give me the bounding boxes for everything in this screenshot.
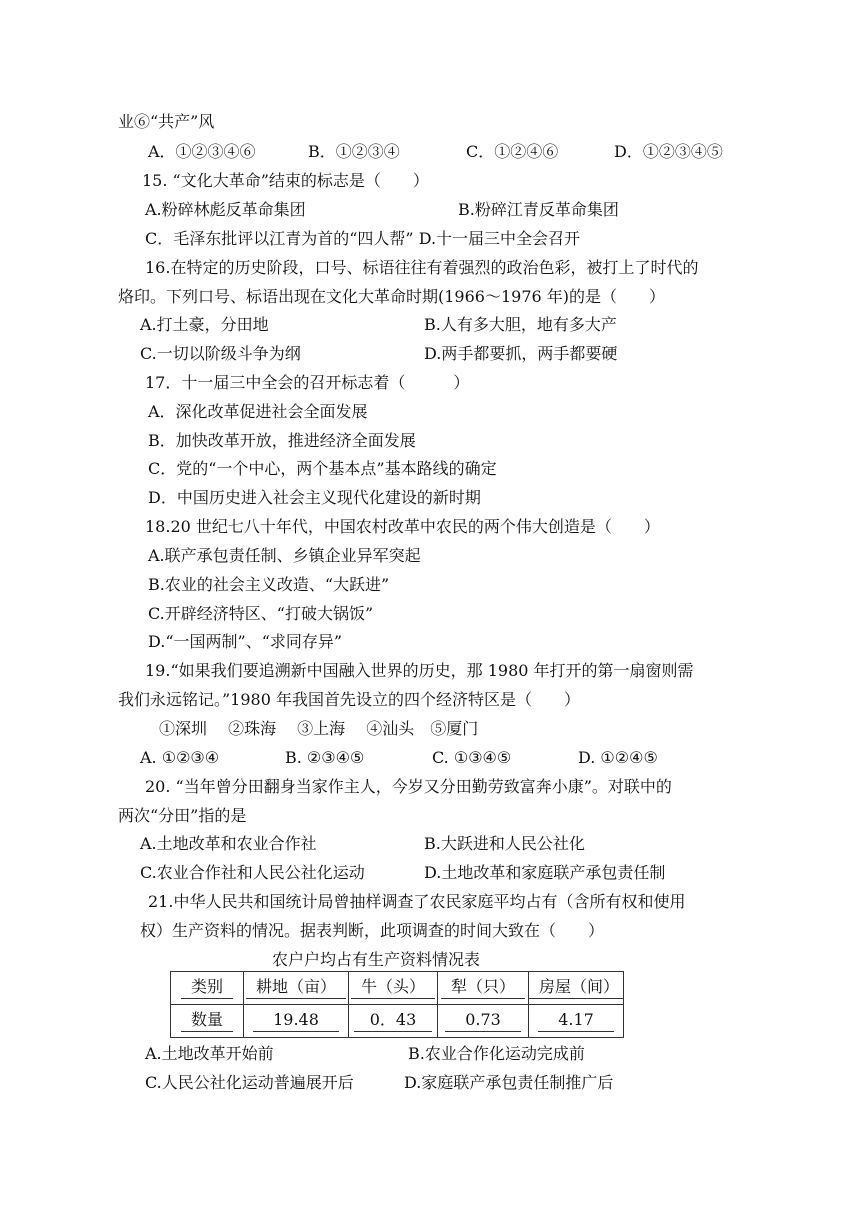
q20-option-d: D.土地改革和家庭联产承包责任制 [424,863,666,882]
q21-option-a: A.土地改革开始前 [145,1044,274,1063]
q21-stem-2: 权）生产资料的情况。据表判断，此项调查的时间大致在（ ） [140,921,605,940]
q17-option-b: B．加快改革开放，推进经济全面发展 [148,431,416,450]
q17-option-c: C．党的“一个中心，两个基本点”基本路线的确定 [148,459,497,478]
q16-option-a: A.打土豪，分田地 [140,315,269,334]
table-row [171,1005,624,1038]
table-cell: 数量 [171,1005,244,1038]
q20-option-c: C.农业合作社和人民公社化运动 [140,863,365,882]
q16-stem-2: 烙印。下列口号、标语出现在文化大革命时期(1966～1976 年)的是（ ） [118,287,666,306]
q19-stem-1: 19.“如果我们要追溯新中国融入世界的历史，那 1980 年打开的第一扇窗则需 [145,661,694,680]
q21-option-b: B.农业合作化运动完成前 [408,1044,585,1063]
q19-option-d: D. ①②④⑤ [578,748,658,767]
table-cell: 4.17 [529,1005,624,1038]
q19-stem-2: 我们永远铭记。”1980 年我国首先设立的四个经济特区是（ ） [118,690,580,709]
q18-stem: 18.20 世纪七八十年代，中国农村改革中农民的两个伟大创造是（ ） [145,517,660,536]
table-title: 农户户均占有生产资料情况表 [272,950,481,969]
q16-stem-1: 16.在特定的历史阶段，口号、标语往往有着强烈的政治色彩，被打上了时代的 [145,258,699,277]
table-header-cell: 类别 [171,972,244,1005]
q16-option-c: C.一切以阶级斗争为纲 [140,344,301,363]
q18-option-d: D.“一国两制”、“求同存异” [148,632,343,651]
q14-option-a: A．①②③④⑥ [148,142,256,161]
table-header-cell: 耕地（亩） [244,972,349,1005]
q17-option-a: A．深化改革促进社会全面发展 [148,402,368,421]
q21-stem-1: 21.中华人民共和国统计局曾抽样调查了农民家庭平均占有（含所有权和使用 [148,892,686,911]
table-cell: 19.48 [244,1005,349,1038]
q16-option-b: B.人有多大胆，地有多大产 [424,315,617,334]
table-header-cell: 牛（头） [349,972,438,1005]
table-header-cell: 房屋（间） [529,972,624,1005]
q17-option-d: D．中国历史进入社会主义现代化建设的新时期 [148,488,481,507]
q21-option-d: D.家庭联产承包责任制推广后 [404,1073,614,1092]
q20-stem-2: 两次“分田”指的是 [118,806,247,825]
q15-option-a: A.粉碎林彪反革命集团 [145,200,306,219]
q20-option-a: A.土地改革和农业合作社 [140,834,317,853]
q18-option-b: B.农业的社会主义改造、“大跃进” [148,575,390,594]
q14-option-c: C．①②④⑥ [466,142,559,161]
q19-option-c: C. ①③④⑤ [432,748,512,767]
q14-option-d: D．①②③④⑤ [614,142,723,161]
q20-option-b: B.大跃进和人民公社化 [424,834,585,853]
q18-option-a: A.联产承包责任制、乡镇企业异军突起 [148,546,421,565]
q14-tail: 业⑥“共产”风 [118,112,215,131]
q18-option-c: C.开辟经济特区、“打破大锅饭” [148,604,374,623]
q14-option-b: B．①②③④ [308,142,400,161]
q19-option-b: B. ②③④⑤ [285,748,365,767]
q20-stem-1: 20. “当年曾分田翻身当家作主人，今岁又分田勤劳致富奔小康”。对联中的 [145,777,672,796]
q15-option-cd: C．毛泽东批评以江青为首的“四人帮” D.十一届三中全会召开 [145,229,581,248]
q15-option-b: B.粉碎江青反革命集团 [458,200,619,219]
table-cell: 0.73 [438,1005,529,1038]
table-header-row [171,972,624,1005]
table-header-cell: 犁（只） [438,972,529,1005]
q15-stem: 15. “文化大革命”结束的标志是（ ） [142,171,429,190]
q17-stem: 17．十一届三中全会的召开标志着（ ） [145,373,470,392]
q19-items: ①深圳 ②珠海 ③上海 ④汕头 ⑤厦门 [159,719,479,738]
table-cell: 0．43 [349,1005,438,1038]
resource-table [170,971,624,1038]
q16-option-d: D.两手都要抓，两手都要硬 [424,344,618,363]
q19-option-a: A. ①②③④ [140,748,220,767]
q21-option-c: C.人民公社化运动普遍展开后 [145,1073,354,1092]
